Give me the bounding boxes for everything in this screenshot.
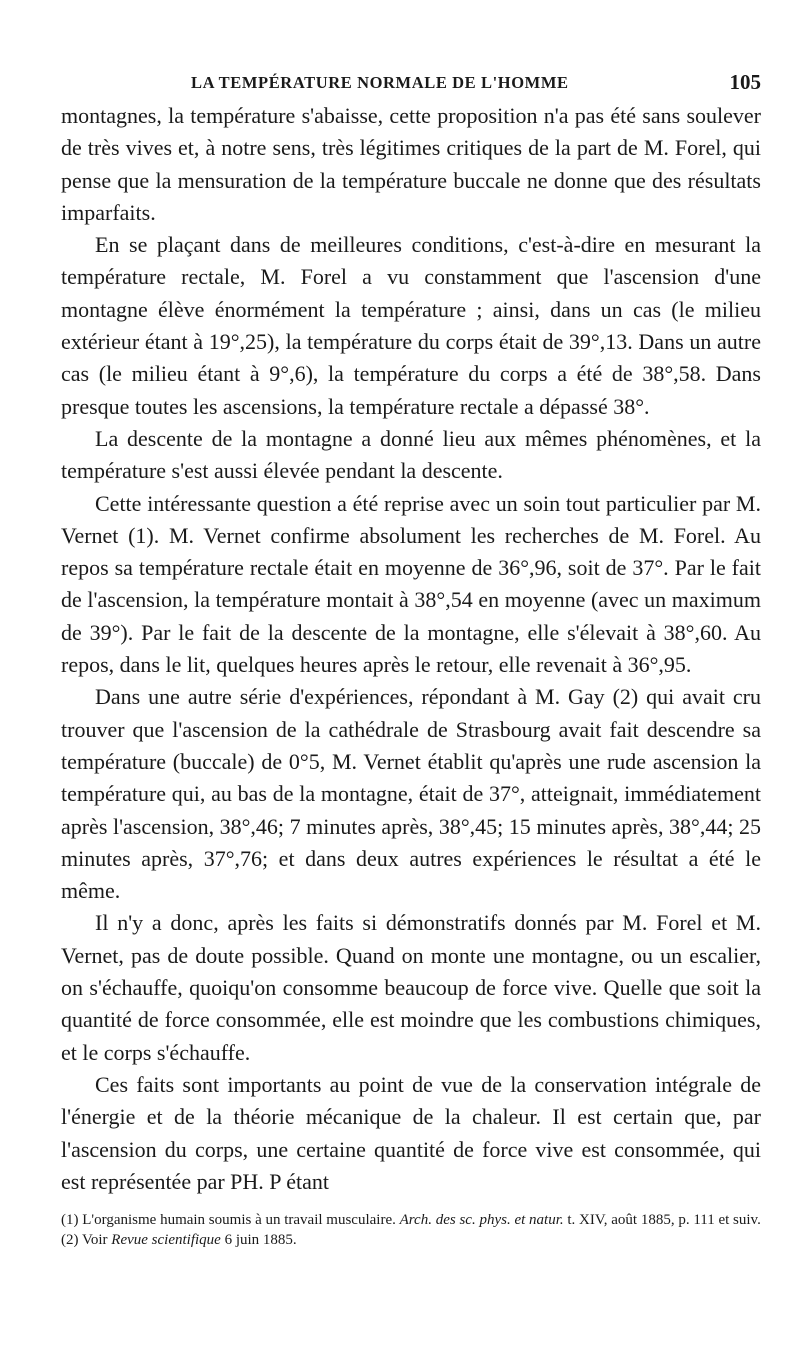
footnote-2: [61, 1230, 761, 1250]
footnote-1-prefix: (1) L'organisme humain soumis à un travail musculaire.: [61, 1212, 400, 1229]
paragraph-5: Dans une autre série d'expériences, répondant à M. Gay (2) qui avait cru trouver que l'ascension de la cathédrale de Strasbourg avait fait descendre sa température (buccale) de 0°5, M. Vernet établit qu'après une rude ascension la température qui, au bas de la montagne, était de 37°, atteignait, immédiatement après l'ascension, 38°,46; 7 minutes après, 38°,45; 15 minutes après, 38°,44; 25 minutes après, 37°,76; et dans deux autres expériences le résultat a été le même.: [61, 684, 761, 904]
footnote-2-journal: Revue scientifique: [111, 1232, 221, 1249]
footnote-1: [61, 1210, 761, 1230]
body-text: [61, 100, 761, 1198]
footnotes: [61, 1210, 761, 1250]
page-number: 105: [729, 70, 761, 94]
footnote-1-suffix: t. XIV, août 1885, p. 111 et suiv.: [563, 1212, 761, 1229]
footnote-1-journal: Arch. des sc. phys. et natur.: [399, 1212, 564, 1229]
paragraph-1: montagnes, la température s'abaisse, cette proposition n'a pas été sans soulever de très vives et, à notre sens, très légitimes critiques de la part de M. Forel, qui pense que la mensuration de la température buccale ne donne que des résultats imparfaits.: [61, 103, 761, 225]
footnote-2-suffix: 6 juin 1885.: [220, 1232, 297, 1249]
paragraph-2: En se plaçant dans de meilleures conditions, c'est-à-dire en mesurant la température rectale, M. Forel a vu constamment que l'ascension d'une montagne élève énormément la température ; ainsi, dans un cas (le milieu extérieur étant à 19°,25), la température du corps était de 39°,13. Dans un autre cas (le milieu étant à 9°,6), la température du corps a été de 38°,58. Dans presque toutes les ascensions, la température rectale a dépassé 38°.: [61, 232, 761, 419]
paragraph-3: La descente de la montagne a donné lieu aux mêmes phénomènes, et la température s'est aussi élevée pendant la descente.: [61, 425, 761, 484]
footnote-2-prefix: (2) Voir: [61, 1232, 112, 1249]
paragraph-7: Ces faits sont importants au point de vue de la conservation intégrale de l'énergie et de la théorie mécanique de la chaleur. Il est certain que, par l'ascension du corps, une certaine quantité de force vive est consommée, qui est représentée par PH. P étant: [61, 1071, 761, 1194]
running-title: LA TEMPÉRATURE NORMALE DE L'HOMME: [191, 73, 569, 92]
paragraph-6: Il n'y a donc, après les faits si démonstratifs donnés par M. Forel et M. Vernet, pas de doute possible. Quand on monte une montagne, ou un escalier, on s'échauffe, quoiqu'on consomme beaucoup de force vive. Quelle que soit la quantité de force consommée, elle est moindre que les combustions chimiques, et le corps s'échauffe.: [61, 910, 761, 1065]
book-page: [61, 70, 761, 1250]
paragraph-4: Cette intéressante question a été reprise avec un soin tout particulier par M. Vernet (1). M. Vernet confirme absolument les recherches de M. Forel. Au repos sa température rectale était en moyenne de 36°,96, soit de 37°. Par le fait de l'ascension, la température montait à 38°,54 en moyenne (avec un maximum de 39°). Par le fait de la descente de la montagne, elle s'élevait à 38°,60. Au repos, dans le lit, quelques heures après le retour, elle revenait à 36°,95.: [61, 490, 761, 678]
page-header: [61, 70, 761, 96]
